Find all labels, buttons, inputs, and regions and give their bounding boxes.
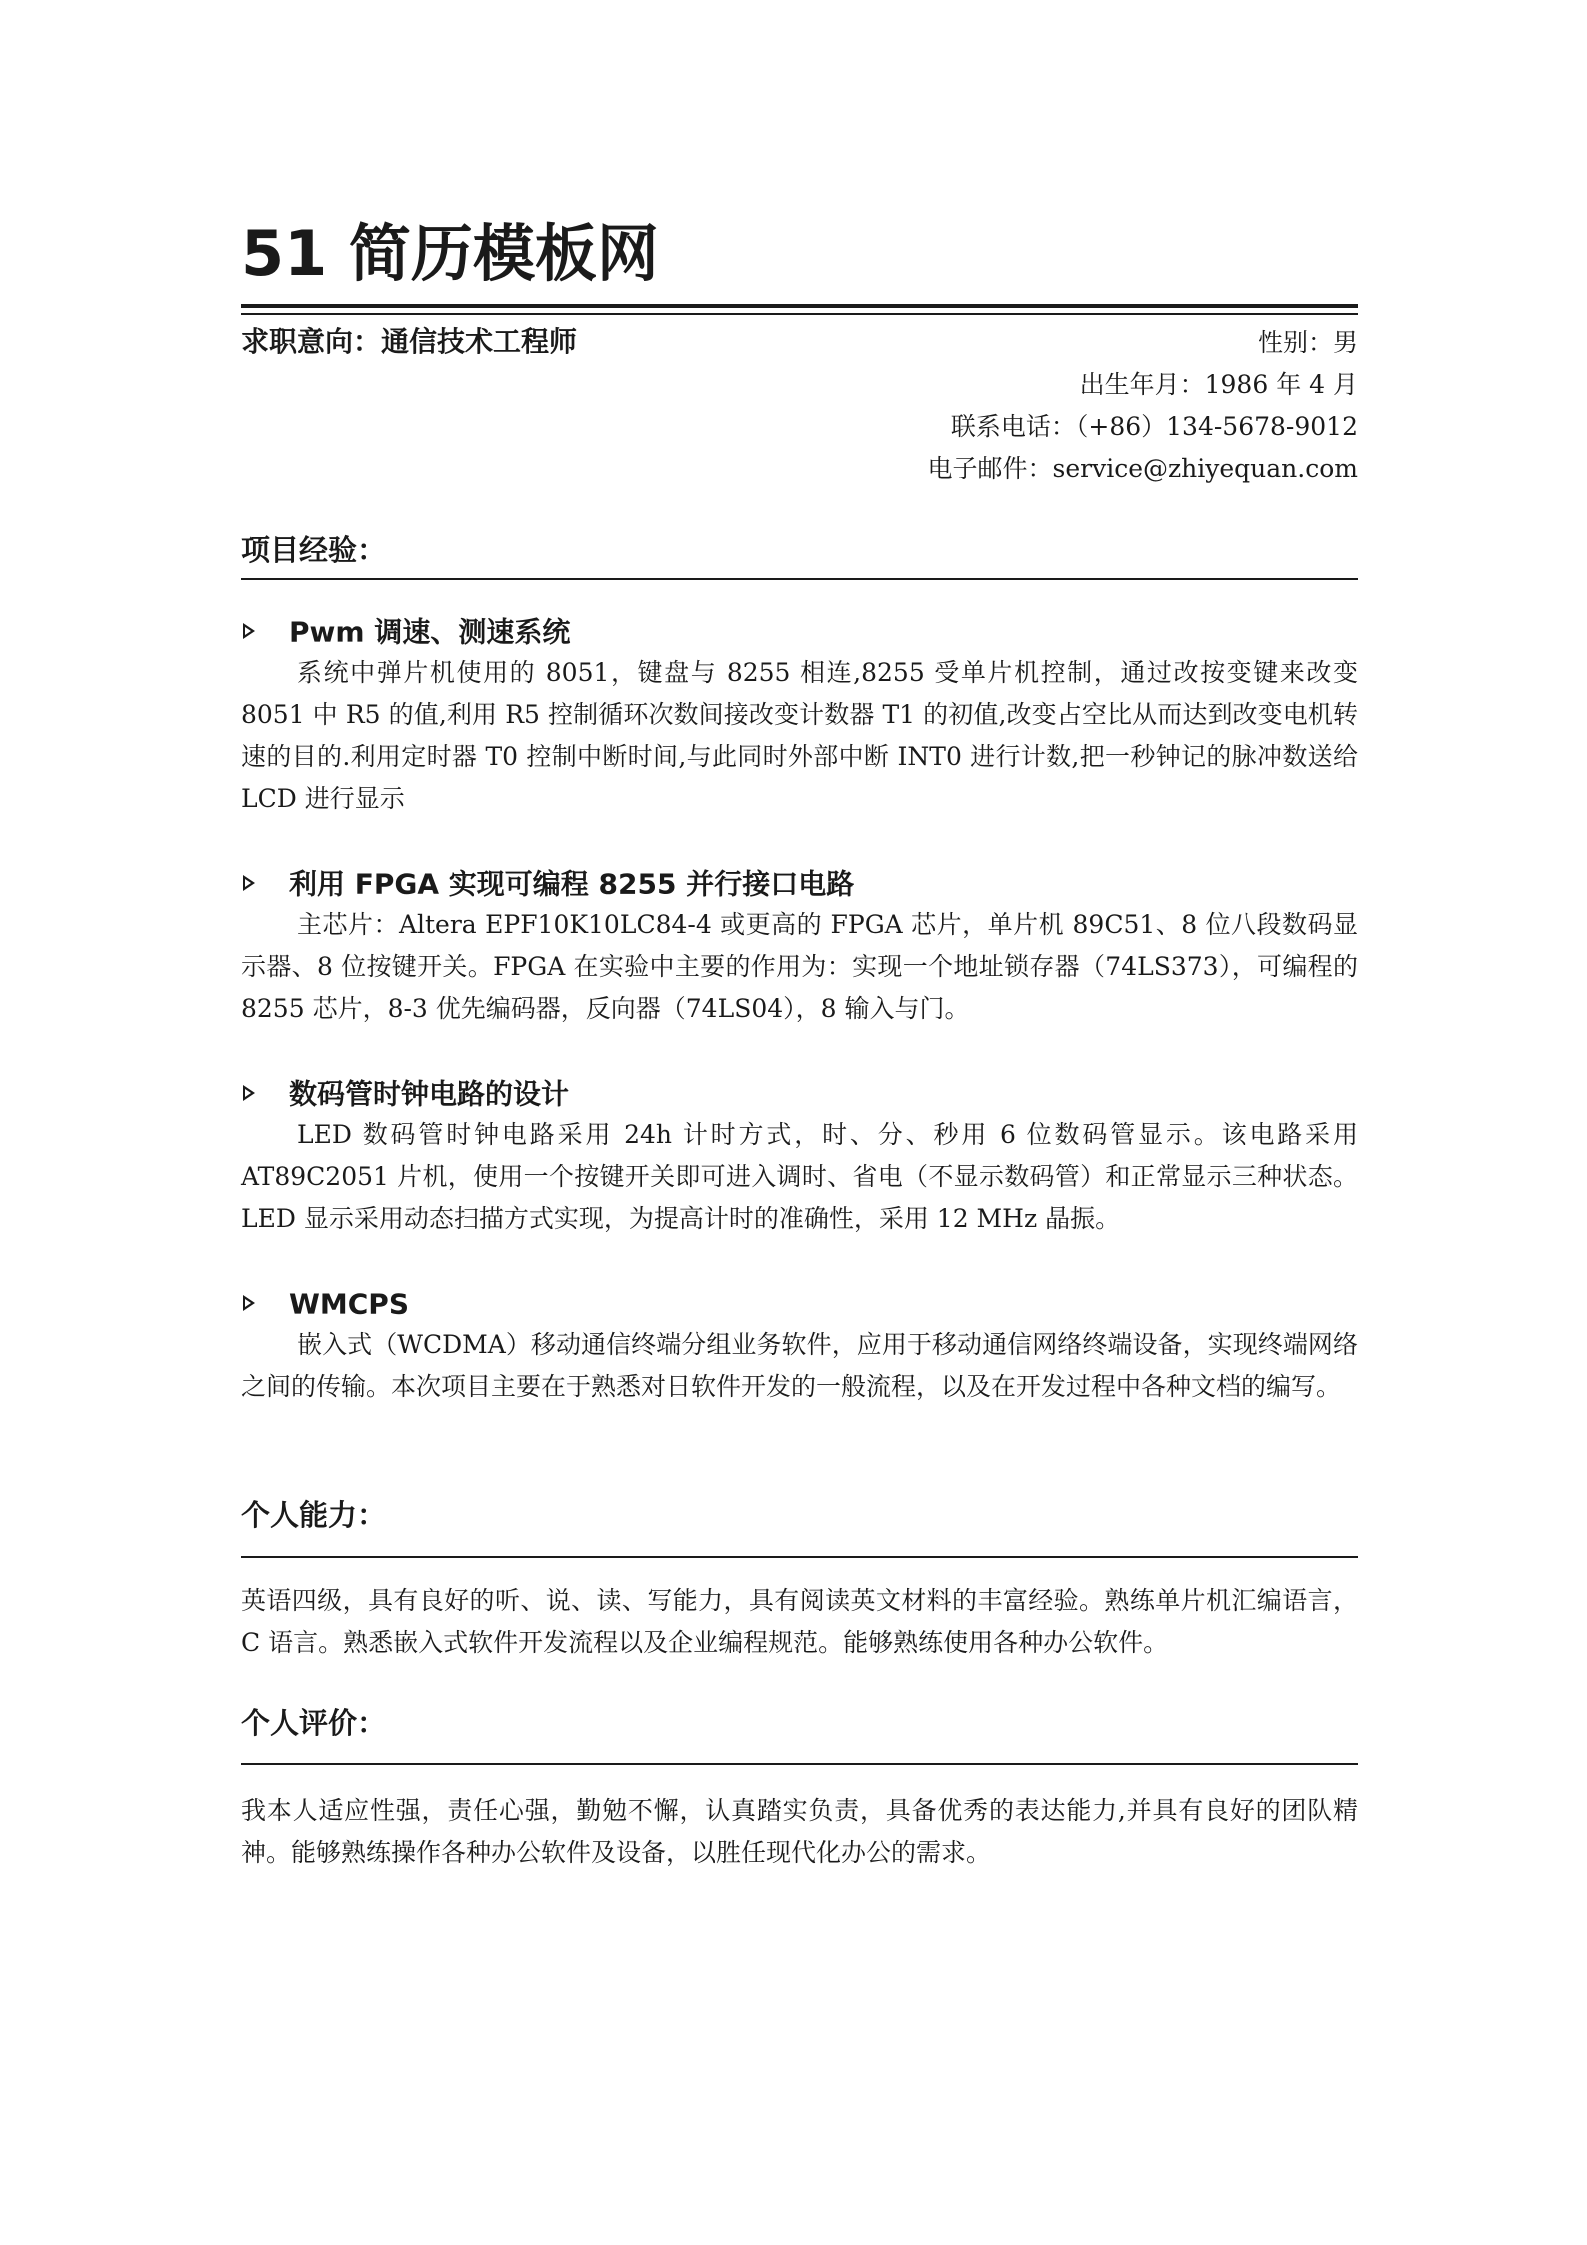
project-description: LED 数码管时钟电路采用 24h 计时方式，时、分、秒用 6 位数码管显示。该电路采用 AT89C2051 片机，使用一个按键开关即可进入调时、省电（不显示数码管）和正常显示三种状态。LED 显示采用动态扫描方式实现，为提高计时的准确性，采用 12 MHz 晶振。 — [241, 1120, 1358, 1233]
project-name: 利用 FPGA 实现可编程 8255 并行接口电路 — [289, 867, 855, 901]
evaluation-rule — [241, 1763, 1358, 1765]
project-name: Pwm 调速、测速系统 — [289, 615, 571, 649]
title-rule-thin — [241, 313, 1358, 315]
job-objective: 求职意向：通信技术工程师 — [241, 325, 578, 358]
triangle-bullet-icon — [243, 623, 255, 639]
evaluation-heading: 个人评价： — [241, 1706, 387, 1740]
title-rule-thick — [241, 304, 1358, 308]
project-description: 系统中弹片机使用的 8051，键盘与 8255 相连,8255 受单片机控制，通过改按变键来改变 8051 中 R5 的值,利用 R5 控制循环次数间接改变计数器 T1 的初值,改变占空比从而达到改变电机转速的目的.利用定时器 T0 控制中断时间,与此同时外部中断 INT0 进行计数,把一秒钟记的脉冲数送给 LCD 进行显示 — [241, 658, 1358, 813]
project-name: WMCPS — [289, 1287, 409, 1321]
triangle-bullet-icon — [243, 875, 255, 891]
project-description: 嵌入式（WCDMA）移动通信终端分组业务软件，应用于移动通信网络终端设备，实现终端网络之间的传输。本次项目主要在于熟悉对日软件开发的一般流程，以及在开发过程中各种文档的编写。 — [241, 1330, 1358, 1401]
project-description: 主芯片：Altera EPF10K10LC84-4 或更高的 FPGA 芯片，单片机 89C51、8 位八段数码显示器、8 位按键开关。FPGA 在实验中主要的作用为：实现一个地址锁存器（74LS373），可编程的 8255 芯片，8-3 优先编码器，反向器（74LS04），8 输入与门。 — [241, 910, 1358, 1023]
email: 电子邮件：service@zhiyequan.com — [927, 454, 1358, 483]
project-item — [241, 612, 1358, 820]
project-name: 数码管时钟电路的设计 — [289, 1077, 570, 1111]
projects-rule — [241, 578, 1358, 580]
resume-page — [241, 0, 1358, 2245]
triangle-bullet-icon — [243, 1085, 255, 1101]
gender: 性别：男 — [1257, 328, 1358, 357]
abilities-heading: 个人能力： — [241, 1498, 387, 1532]
evaluation-text: 我本人适应性强，责任心强，勤勉不懈，认真踏实负责，具备优秀的表达能力,并具有良好的团队精神。能够熟练操作各种办公软件及设备，以胜任现代化办公的需求。 — [241, 1796, 1358, 1867]
project-item — [241, 1074, 1358, 1240]
abilities-text: 英语四级，具有良好的听、说、读、写能力，具有阅读英文材料的丰富经验。熟练单片机汇编语言，C 语言。熟悉嵌入式软件开发流程以及企业编程规范。能够熟练使用各种办公软件。 — [241, 1586, 1358, 1657]
project-item — [241, 864, 1358, 1030]
phone: 联系电话：（+86）134-5678-9012 — [950, 412, 1358, 441]
birth-date: 出生年月：1986 年 4 月 — [1079, 370, 1358, 399]
project-item — [241, 1284, 1358, 1408]
page-title: 51 简历模板网 — [241, 217, 659, 290]
projects-heading: 项目经验： — [241, 533, 387, 567]
triangle-bullet-icon — [243, 1295, 255, 1311]
abilities-rule — [241, 1556, 1358, 1558]
personal-info — [928, 322, 1359, 490]
